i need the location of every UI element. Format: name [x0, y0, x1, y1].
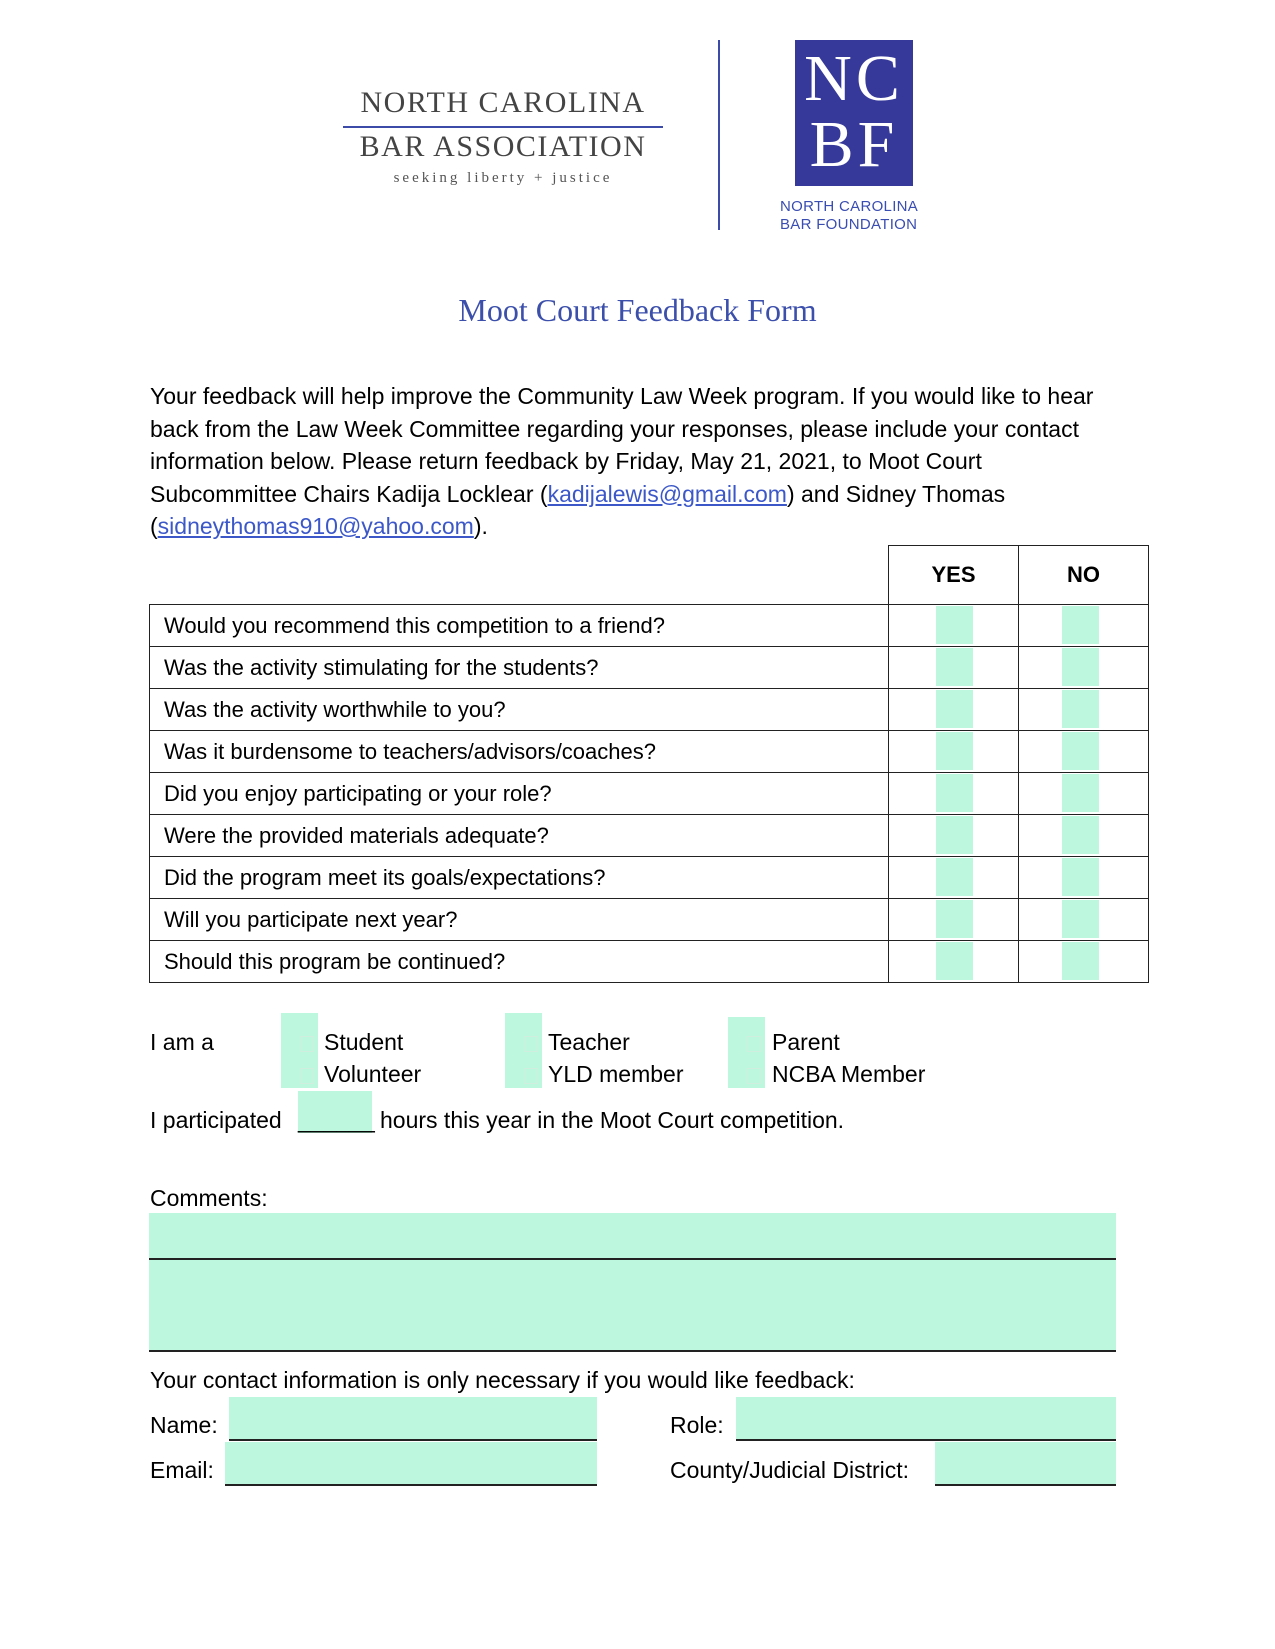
- no-cell: [1019, 731, 1149, 773]
- question-text: Was it burdensome to teachers/advisors/coaches?: [150, 731, 889, 773]
- teacher-checkbox[interactable]: [524, 1036, 538, 1052]
- yes-checkbox[interactable]: [936, 774, 973, 812]
- table-header-row: [150, 546, 1149, 605]
- yes-cell: [889, 899, 1019, 941]
- no-cell: [1019, 647, 1149, 689]
- ncbf-logo-bottom: BF: [809, 108, 899, 181]
- option-parent: Parent: [772, 1029, 840, 1055]
- intro-text-1: Your feedback will help improve the Community Law Week program. If you would like to hear back from the Law Week Committee regarding your responses, please include your contact information below. Please return feedback by Friday, May 21, 2021, to Moot Court Subcommittee Chairs Kadija Locklear (: [150, 383, 1094, 507]
- no-checkbox[interactable]: [1062, 732, 1099, 770]
- question-text: Did you enjoy participating or your role?: [150, 773, 889, 815]
- intro-text-2: ) and Sidney Thomas (: [150, 480, 1006, 539]
- option-yld-member: YLD member: [548, 1061, 684, 1087]
- hours-blank: ______: [298, 1107, 375, 1133]
- table-row: [150, 899, 1149, 941]
- ncba-member-checkbox[interactable]: [747, 1068, 761, 1084]
- question-text: Were the provided materials adequate?: [150, 815, 889, 857]
- yes-checkbox[interactable]: [936, 816, 973, 854]
- question-text: Did the program meet its goals/expectations?: [150, 857, 889, 899]
- intro-text-3: ).: [473, 513, 488, 539]
- yes-cell: [889, 647, 1019, 689]
- email-label: Email:: [150, 1457, 214, 1483]
- name-field[interactable]: [229, 1397, 597, 1441]
- form-title: Moot Court Feedback Form: [458, 292, 817, 328]
- comments-line-1[interactable]: [149, 1213, 1116, 1260]
- ncba-tagline: seeking liberty + justice: [393, 170, 613, 186]
- no-checkbox[interactable]: [1062, 858, 1099, 896]
- yes-checkbox[interactable]: [936, 606, 973, 644]
- yes-cell: [889, 689, 1019, 731]
- table-row: [150, 605, 1149, 647]
- no-checkbox[interactable]: [1062, 690, 1099, 728]
- volunteer-checkbox[interactable]: [300, 1068, 314, 1084]
- no-checkbox[interactable]: [1062, 942, 1099, 980]
- ncba-logo-line1: NORTH CAROLINA: [360, 86, 646, 119]
- no-cell: [1019, 815, 1149, 857]
- table-row: [150, 857, 1149, 899]
- yes-cell: [889, 605, 1019, 647]
- logo-divider: [718, 40, 720, 230]
- question-text: Should this program be continued?: [150, 941, 889, 983]
- role-label: I am a: [150, 1029, 214, 1055]
- ncba-logo-line2: BAR ASSOCIATION: [359, 130, 647, 163]
- no-header: NO: [1019, 546, 1149, 605]
- question-text: Was the activity worthwhile to you?: [150, 689, 889, 731]
- table-row: [150, 689, 1149, 731]
- table-row: [150, 647, 1149, 689]
- comments-line-3[interactable]: [149, 1305, 1116, 1352]
- comments-line-2[interactable]: [149, 1260, 1116, 1307]
- ncbf-name-line1: NORTH CAROLINA: [780, 198, 919, 215]
- yes-checkbox[interactable]: [936, 690, 973, 728]
- feedback-table: [149, 545, 1149, 983]
- no-cell: [1019, 773, 1149, 815]
- no-checkbox[interactable]: [1062, 648, 1099, 686]
- name-label: Name:: [150, 1412, 218, 1438]
- option-volunteer: Volunteer: [324, 1061, 422, 1087]
- yes-cell: [889, 857, 1019, 899]
- yes-cell: [889, 731, 1019, 773]
- county-label: County/Judicial District:: [670, 1457, 910, 1483]
- table-header-blank: [150, 546, 889, 605]
- question-text: Was the activity stimulating for the students?: [150, 647, 889, 689]
- ncbf-name: [780, 198, 940, 234]
- option-teacher: Teacher: [548, 1029, 630, 1055]
- yes-cell: [889, 941, 1019, 983]
- comments-label: Comments:: [150, 1185, 268, 1211]
- yes-cell: [889, 773, 1019, 815]
- hours-suffix: hours this year in the Moot Court competition.: [380, 1107, 845, 1133]
- no-cell: [1019, 941, 1149, 983]
- yes-checkbox[interactable]: [936, 732, 973, 770]
- table-row: [150, 941, 1149, 983]
- ncbf-logo-top: NC: [804, 42, 904, 115]
- no-checkbox[interactable]: [1062, 816, 1099, 854]
- hours-prefix: I participated: [150, 1107, 282, 1133]
- intro-paragraph: [150, 380, 1110, 543]
- parent-checkbox[interactable]: [747, 1036, 761, 1052]
- no-cell: [1019, 689, 1149, 731]
- yes-checkbox[interactable]: [936, 900, 973, 938]
- student-checkbox[interactable]: [300, 1036, 314, 1052]
- table-row: [150, 731, 1149, 773]
- ncbf-name-line2: BAR FOUNDATION: [780, 216, 918, 233]
- no-cell: [1019, 899, 1149, 941]
- email-link-kadija[interactable]: kadijalewis@gmail.com: [547, 480, 787, 507]
- no-cell: [1019, 857, 1149, 899]
- yes-checkbox[interactable]: [936, 648, 973, 686]
- role-field[interactable]: [736, 1397, 1116, 1441]
- yes-cell: [889, 815, 1019, 857]
- ncbf-logo: [795, 40, 913, 186]
- county-field[interactable]: [935, 1442, 1116, 1486]
- question-text: Would you recommend this competition to a friend?: [150, 605, 889, 647]
- email-field[interactable]: [225, 1442, 597, 1486]
- no-checkbox[interactable]: [1062, 774, 1099, 812]
- no-cell: [1019, 605, 1149, 647]
- option-student: Student: [324, 1029, 404, 1055]
- role-field-label: Role:: [670, 1412, 724, 1438]
- yes-checkbox[interactable]: [936, 858, 973, 896]
- yes-checkbox[interactable]: [936, 942, 973, 980]
- ncba-logo-rule: [343, 126, 663, 128]
- no-checkbox[interactable]: [1062, 900, 1099, 938]
- table-row: [150, 815, 1149, 857]
- option-ncba-member: NCBA Member: [772, 1061, 926, 1087]
- question-text: Will you participate next year?: [150, 899, 889, 941]
- no-checkbox[interactable]: [1062, 606, 1099, 644]
- yld-member-checkbox[interactable]: [524, 1068, 538, 1084]
- yes-header: YES: [889, 546, 1019, 605]
- email-link-sidney[interactable]: sidneythomas910@yahoo.com: [157, 513, 474, 539]
- contact-note: Your contact information is only necessary if you would like feedback:: [150, 1367, 855, 1393]
- table-row: [150, 773, 1149, 815]
